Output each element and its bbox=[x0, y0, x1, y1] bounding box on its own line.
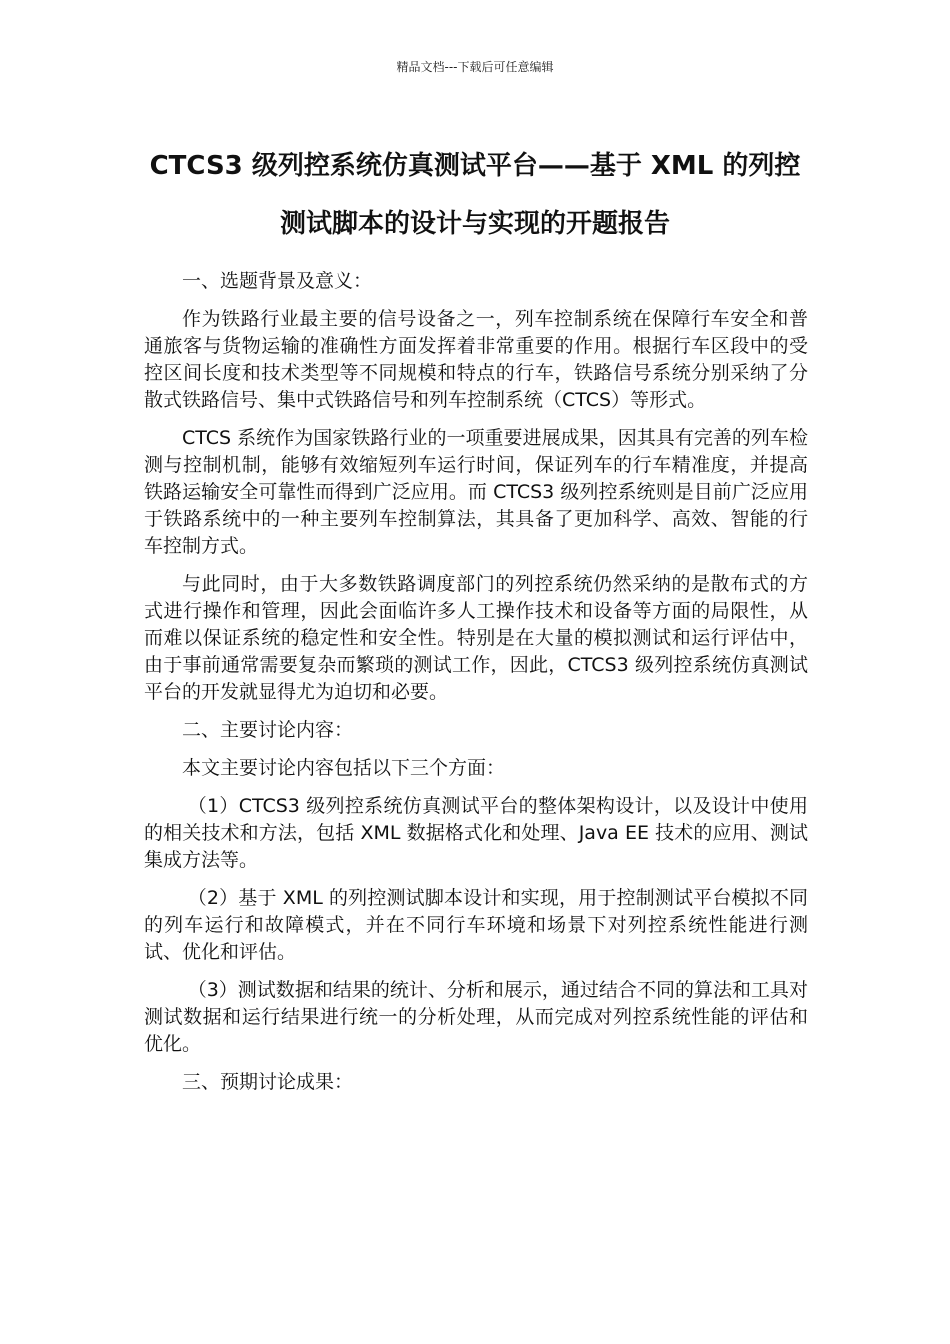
document-body bbox=[144, 268, 808, 1107]
header-note: 精品文档---下载后可任意编辑 bbox=[396, 60, 554, 74]
paragraph-background-1: 作为铁路行业最主要的信号设备之一，列车控制系统在保障行车安全和普通旅客与货物运输的准确性方面发挥着非常重要的作用。根据行车区段中的受控区间长度和技术类型等不同规模和特点的行车，铁路信号系统分别采纳了分散式铁路信号、集中式铁路信号和列车控制系统（CTCS）等形式。 bbox=[144, 308, 808, 411]
list-item-3: （3）测试数据和结果的统计、分析和展示，通过结合不同的算法和工具对测试数据和运行结果进行统一的分析处理，从而完成对列控系统性能的评估和优化。 bbox=[144, 979, 808, 1055]
list-item-2: （2）基于 XML 的列控测试脚本设计和实现，用于控制测试平台模拟不同的列车运行和故障模式，并在不同行车环境和场景下对列控系统性能进行测试、优化和评估。 bbox=[144, 887, 808, 963]
section-heading-background: 一、选题背景及意义： bbox=[182, 270, 373, 292]
list-item-1: （1）CTCS3 级列控系统仿真测试平台的整体架构设计，以及设计中使用的相关技术和方法，包括 XML 数据格式化和处理、Java EE 技术的应用、测试集成方法等。 bbox=[144, 795, 808, 871]
document-title: CTCS3 级列控系统仿真测试平台——基于 XML 的列控测试脚本的设计与实现的开题报告 bbox=[149, 151, 801, 239]
paragraph-background-2: CTCS 系统作为国家铁路行业的一项重要进展成果，因其具有完善的列车检测与控制机制，能够有效缩短列车运行时间，保证列车的行车精准度，并提高铁路运输安全可靠性而得到广泛应用。而 CTCS3 级列控系统则是目前广泛应用于铁路系统中的一种主要列车控制算法，其具备了更加科学、高效、智能的行车控制方式。 bbox=[144, 427, 808, 557]
paragraph-background-3: 与此同时，由于大多数铁路调度部门的列控系统仍然采纳的是散布式的方式进行操作和管理，因此会面临许多人工操作技术和设备等方面的局限性，从而难以保证系统的稳定性和安全性。特别是在大量的模拟测试和运行评估中，由于事前通常需要复杂而繁琐的测试工作，因此，CTCS3 级列控系统仿真测试平台的开发就显得尤为迫切和必要。 bbox=[144, 573, 808, 703]
paragraph-main-content-intro: 本文主要讨论内容包括以下三个方面： bbox=[182, 757, 506, 779]
section-heading-expected-results: 三、预期讨论成果： bbox=[182, 1071, 354, 1093]
section-heading-main-content: 二、主要讨论内容： bbox=[182, 719, 354, 741]
